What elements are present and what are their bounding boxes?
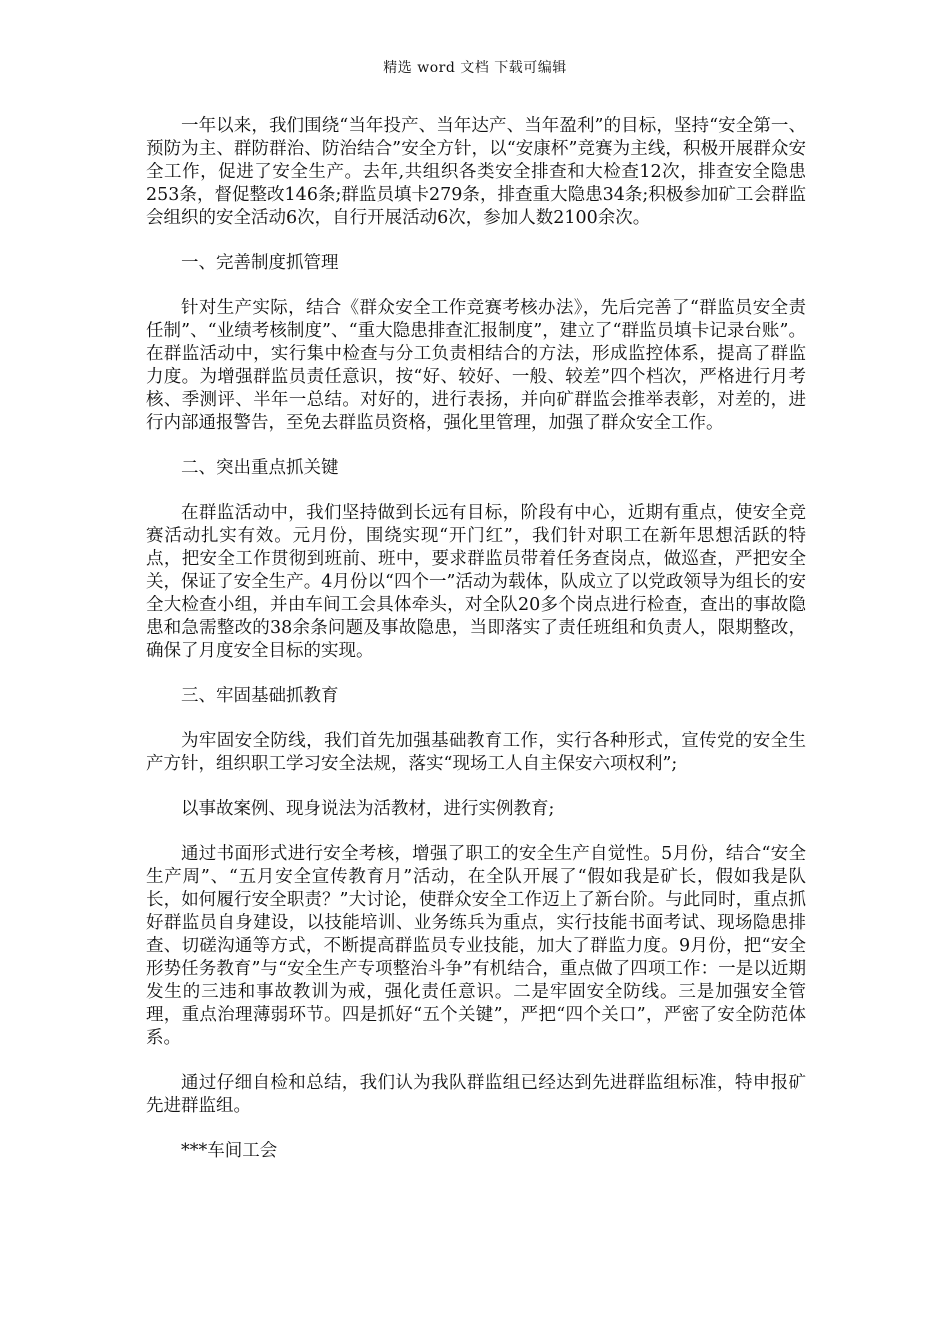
section-2-paragraph: 在群监活动中，我们坚持做到长远有目标，阶段有中心，近期有重点，使安全竞赛活动扎实有效。元月份，围绕实现“开门红”，我们针对职工在新年思想活跃的特点，把安全工作贯彻到班前、班中，要求群监员带着任务查岗点，做巡查，严把安全关，保证了安全生产。4月份以“四个一”活动为载体，队成立了以党政领导为组长的安全大检查小组，并由车间工会具体牵头，对全队20多个岗点进行检查，查出的事故隐患和急需整改的38余条问题及事故隐患，当即落实了责任班组和负责人，限期整改，确保了月度安全目标的实现。: [146, 503, 806, 661]
page-header: 精选 word 文档 下载可编辑: [383, 60, 567, 76]
section-2-heading: 二、突出重点抓关键: [181, 458, 339, 478]
section-3-paragraph-2: 以事故案例、现身说法为活教材，进行实例教育;: [181, 799, 555, 819]
section-1-paragraph: 针对生产实际，结合《群众安全工作竞赛考核办法》，先后完善了“群监员安全责任制”、“业绩考核制度”、“重大隐患排查汇报制度”，建立了“群监员填卡记录台账”。在群监活动中，实行集中检查与分工负责相结合的方法，形成监控体系，提高了群监力度。为增强群监员责任意识，按“好、较好、一般、较差”四个档次，严格进行月考核、季测评、半年一总结。对好的，进行表扬，并向矿群监会推举表彰，对差的，进行内部通报警告，至免去群监员资格，强化里管理，加强了群众安全工作。: [146, 298, 806, 433]
section-3-paragraph-3: 通过书面形式进行安全考核，增强了职工的安全生产自觉性。5月份，结合“安全生产周”、“五月安全宣传教育月”活动，在全队开展了“假如我是矿长，假如我是队长，如何履行安全职责？”大讨论，使群众安全工作迈上了新台阶。与此同时，重点抓好群监员自身建设，以技能培训、业务练兵为重点，实行技能书面考试、现场隐患排查、切磋沟通等方式，不断提高群监员专业技能，加大了群监力度。9月份，把“安全形势任务教育”与“安全生产专项整治斗争”有机结合，重点做了四项工作：一是以近期发生的三违和事故教训为戒，强化责任意识。二是牢固安全防线。三是加强安全管理，重点治理薄弱环节。四是抓好“五个关键”，严把“四个关口”，严密了安全防范体系。: [146, 844, 806, 1048]
section-3-heading: 三、牢固基础抓教育: [181, 686, 339, 706]
document-body: [146, 115, 806, 1185]
signature: ***车间工会: [181, 1141, 278, 1161]
section-3-paragraph-1: 为牢固安全防线，我们首先加强基础教育工作，实行各种形式，宣传党的安全生产方针，组织职工学习安全法规，落实“现场工人自主保安六项权利”;: [146, 731, 806, 774]
conclusion-paragraph: 通过仔细自检和总结，我们认为我队群监组已经达到先进群监组标准，特申报矿先进群监组。: [146, 1073, 806, 1116]
intro-paragraph: 一年以来，我们围绕“当年投产、当年达产、当年盈利”的目标，坚持“安全第一、预防为主、群防群治、防治结合”安全方针，以“安康杯”竞赛为主线，积极开展群众安全工作，促进了安全生产。去年,共组织各类安全排查和大检查12次，排查安全隐患253条，督促整改146条;群监员填卡279条，排查重大隐患34条;积极参加矿工会群监会组织的安全活动6次，自行开展活动6次，参加人数2100余次。: [146, 116, 806, 228]
section-1-heading: 一、完善制度抓管理: [181, 253, 339, 273]
